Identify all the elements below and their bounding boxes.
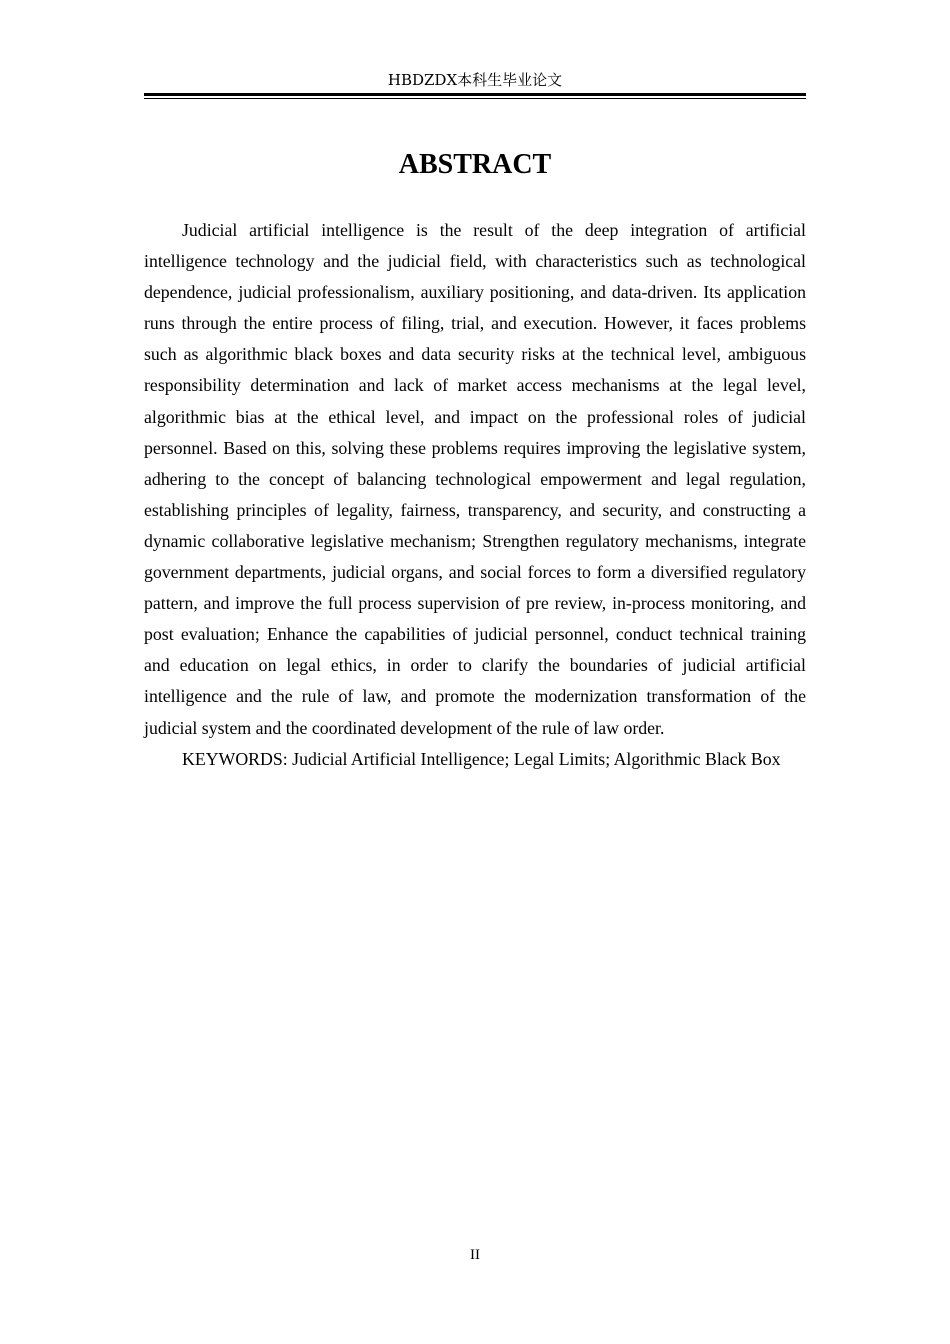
header-rule-thin	[144, 98, 806, 99]
running-header: HBDZDX本科生毕业论文	[387, 71, 563, 89]
abstract-title: ABSTRACT	[398, 149, 552, 180]
abstract-paragraph: Judicial artificial intelligence is the result of the deep integration of artificial intelligence technology and the judicial field, with characteristics such as technological dependence, judicial professionalism, auxiliary positioning, and data-driven. Its application runs through the entire process of filing, trial, and execution. However, it faces problems such as algorithmic black boxes and data security risks at the technical level, ambiguous responsibility determination and lack of market access mechanisms at the legal level, algorithmic bias at the ethical level, and impact on the professional roles of judicial personnel. Based on this, solving these problems requires improving the legislative system, adhering to the concept of balancing technological empowerment and legal regulation, establishing principles of legality, fairness, transparency, and security, and constructing a dynamic collaborative legislative mechanism; Strengthen regulatory mechanisms, integrate government departments, judicial organs, and social forces to form a diversified regulatory pattern, and improve the full process supervision of pre review, in-process monitoring, and post evaluation; Enhance the capabilities of judicial personnel, conduct technical training and education on legal ethics, in order to clarify the boundaries of judicial artificial intelligence and the rule of law, and promote the modernization transformation of the judicial system and the coordinated development of the rule of law order.	[144, 220, 806, 738]
page-number: II	[470, 1247, 480, 1263]
abstract-body	[144, 215, 806, 775]
header-rule-thick	[144, 93, 806, 96]
keywords-paragraph: KEYWORDS: Judicial Artificial Intelligence; Legal Limits; Algorithmic Black Box	[182, 748, 781, 769]
